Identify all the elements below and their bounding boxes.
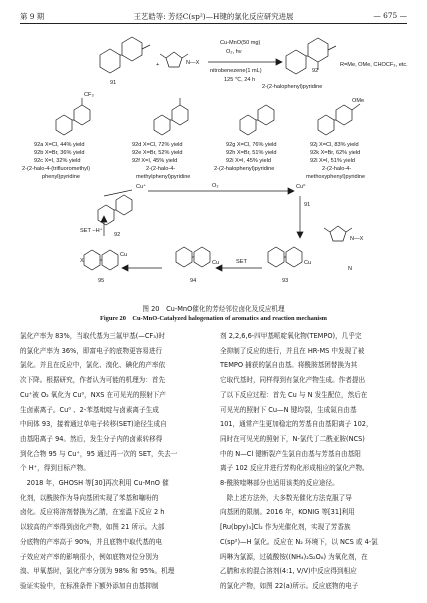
svg-text:92k X=Br, 62% yield: 92k X=Br, 62% yield (310, 150, 361, 156)
body-column-left (20, 329, 207, 594)
substituent-ome: OMe (352, 98, 365, 104)
svg-text:92f X=I, 45% yield: 92f X=I, 45% yield (132, 158, 178, 164)
substrate-group-2 (154, 98, 188, 135)
reagent-conditions: O₂, hν (226, 49, 242, 55)
body-text-line: 除上述方法外，大多数光催化方法克服了导 (220, 493, 352, 502)
cycle-x-95: X (80, 258, 84, 264)
body-text-line: 溴、甲氧基时，氯化产率分别为 98% 和 95%。机理 (20, 567, 175, 576)
svg-text:92g X=Cl, 76% yield: 92g X=Cl, 76% yield (226, 142, 277, 148)
body-text-line: 同时在可见光的照射下，N-氯代丁二酰亚胺(NCS) (220, 434, 365, 443)
svg-text:2-(2-halo-4-: 2-(2-halo-4- (322, 166, 352, 172)
body-text-line: [Ru(bpy)₃]Cl₂ 作为光催化剂，实现了芳香族 (220, 523, 351, 532)
cycle-cu-a: Cu (120, 252, 128, 258)
yield-group-1 (22, 142, 90, 180)
cycle-label-92: 92 (114, 232, 121, 238)
reagent-temperature: 125 ℃, 24 h (224, 77, 256, 83)
body-text-line: 分底物的产率高于 90%，并且底物中取代基的电 (20, 537, 163, 546)
svg-text:methoxyphenyl)pyridine: methoxyphenyl)pyridine (306, 174, 366, 180)
body-text-line: TEMPO 捕获的氯自由基。将酰胺基团替换为其 (220, 361, 358, 370)
yield-group-2 (132, 142, 190, 180)
cycle-label-94: 94 (190, 278, 197, 284)
svg-text:2-(2-halo-4-(trifluoromethyl): 2-(2-halo-4-(trifluoromethyl) (22, 166, 91, 172)
body-text-line: Cu⁺被 O₂ 氧化为 Cu⁰，NXS 在可见光的照射下产 (20, 390, 166, 399)
body-text-line: 它取代基时，同样得到有氯化产物生成。作者提出 (220, 376, 366, 385)
product-name: 2-(2-halophenyl)pyridine (262, 84, 323, 90)
product-92-structure (286, 38, 336, 74)
intermediate-94-structure (176, 247, 210, 267)
cycle-n-radical: N (348, 266, 353, 272)
yield-group-4 (306, 142, 365, 180)
svg-text:92h X=Br, 51% yield: 92h X=Br, 51% yield (226, 150, 277, 156)
body-text-line: C(sp²)—H 氯化。反应在 N₂ 环境下，以 NCS 或 4-氯 (220, 537, 378, 546)
body-text-line: 子效应对产率的影响很小，例如底物对位分别为 (20, 552, 159, 561)
succinimide-cycle-structure (324, 226, 352, 241)
phenylpyridine-91-structure (100, 37, 150, 73)
cycle-label-95: 95 (98, 278, 105, 284)
svg-text:92e X=Br, 52% yield: 92e X=Br, 52% yield (132, 150, 183, 156)
svg-text:92b X=Br, 36% yield: 92b X=Br, 36% yield (34, 150, 85, 156)
plus-sign: + (156, 62, 160, 68)
body-text-line: 验证实验中，在标准条件下额外添加自由基抑制 (20, 581, 159, 590)
body-text-line: 化剂，以酰胺作为导向基团实现了苯基和噻吩的 (20, 493, 159, 502)
body-text-line: 个 H⁺，得到目标产物。 (20, 464, 90, 473)
body-text-line: 2018 年，GHOSH 等[30]再次利用 Cu-MnO 催 (20, 479, 169, 488)
label-92: 92 (312, 68, 319, 74)
body-text-line: 以较高的产率得到卤化产物，如图 21 所示。大部 (20, 523, 165, 532)
reaction-scheme (0, 0, 427, 300)
body-text-line: 8-酰胺喹啉部分也适用该类的反应途径。 (220, 479, 339, 488)
substrate-group-1 (56, 98, 90, 135)
cycle-nx: N—X (350, 236, 364, 242)
figure-caption-chinese: 图 20 Cu-MnO催化的芳烃邻位卤化及反应机理 (142, 305, 285, 313)
body-text-line: 离子 102 反应并进行芳构化形成相应的氯化产物。 (220, 464, 369, 473)
yield-group-3 (214, 142, 277, 172)
body-text-line: 乙腈和水的混合溶剂(4:1, V/V)中反应得到相应 (220, 567, 357, 576)
body-text-line: 了以下反应过程：首先 Cu 与 N 发生配位，然后在 (220, 390, 368, 399)
svg-text:2-(2-halo-4-: 2-(2-halo-4- (146, 166, 176, 172)
body-text-line: 卤化。反应将溶剂替换为乙腈，在室温下反应 2 h (20, 508, 165, 517)
intermediate-93-structure (268, 247, 302, 267)
svg-text:phenyl)pyridine: phenyl)pyridine (42, 174, 80, 180)
svg-text:92l X=I, 51% yield: 92l X=I, 51% yield (310, 158, 355, 164)
body-text-line: 的氯化产率为 36%，即富电子的底物更容易进行 (20, 346, 163, 355)
body-text-line: 氯化产率为 83%，当取代基为三氟甲基(—CF₃)时 (20, 332, 166, 340)
body-text-line: 生卤素离子。Cu⁰ 、2-苯基吡啶与卤素离子生成 (20, 405, 159, 414)
substituent-cf3: CF₃ (84, 92, 94, 98)
body-text-line: 吗啉为氯源，过硫酸铵((NH₄)₂S₂O₈) 为氧化剂，在 (220, 552, 368, 561)
body-text-line: 101，通常产生更加稳定的芳基自由基阳离子 102， (220, 420, 373, 429)
reagent-solvent: nitrobenezene(1 mL) (210, 68, 262, 74)
cycle-label-91: 91 (304, 202, 311, 208)
svg-text:methylphenyl)pyridine: methylphenyl)pyridine (136, 174, 191, 180)
body-text-line: 剂 2,2,6,6-四甲基哌啶氧化物(TEMPO)，几乎完 (220, 332, 362, 340)
body-column-right (220, 329, 407, 594)
svg-text:2-(2-halophenyl)pyridine: 2-(2-halophenyl)pyridine (214, 166, 275, 172)
n-halosuccinimide-structure (160, 52, 188, 67)
svg-text:92d X=Cl, 72% yield: 92d X=Cl, 72% yield (132, 142, 183, 148)
body-text-line: 的氯化产物，如图 22(a)所示。反应底物的电子 (220, 581, 359, 590)
body-text-line: 中的 N—Cl 键断裂产生氯自由基与芳基自由基阳 (220, 449, 361, 458)
svg-text:92j X=Cl, 83% yield: 92j X=Cl, 83% yield (310, 142, 359, 148)
page-number: — 675 — (373, 11, 407, 20)
body-text-line: 中间体 93，接着通过单电子转移(SET)途径生成自 (20, 420, 167, 429)
body-text-line: 可见光的照射下 Cu—N 键均裂，生成氮自由基 (220, 405, 357, 414)
cycle-label-93: 93 (282, 278, 289, 284)
cycle-cu-94: Cu (212, 260, 220, 266)
label-91: 91 (110, 80, 117, 86)
cycle-set-h: SET −H⁺ (80, 228, 103, 234)
svg-text:92a X=Cl, 44% yield: 92a X=Cl, 44% yield (34, 142, 85, 148)
cycle-cu-zero: Cu⁰ (296, 184, 306, 190)
figure-caption-english: Figure 20 Cu-MnO-Catalyzed halogenation of aromatics and reaction mechanism (99, 315, 328, 322)
body-text-line: 向基团的限制。2016 年，KONIG 等[31]利用 (220, 508, 355, 517)
reagent-catalyst: Cu-MnO(50 mg) (220, 40, 261, 46)
svg-text:92i X=I, 45% yield: 92i X=I, 45% yield (226, 158, 271, 164)
intermediate-95-structure (84, 250, 118, 270)
reaction-arrow (208, 59, 282, 65)
svg-text:92c X=I, 32% yield: 92c X=I, 32% yield (34, 158, 81, 164)
body-text-line: 全抑制了反应的进行，并且在 HR-MS 中发现了被 (220, 346, 365, 355)
substrate-group-3 (240, 105, 274, 135)
cycle-cu-93: Cu (304, 260, 312, 266)
body-text-line: 到化合物 95 与 Cu⁺，95 通过再一次的 SET，失去一 (20, 449, 178, 458)
cycle-o2: O₂ (212, 183, 219, 189)
issue-number: 第 9 期 (20, 12, 45, 21)
catalytic-cycle-arrows (101, 188, 303, 271)
body-text-line: 次下降。根据研究，作者认为可能的机理为：首先 (20, 376, 166, 385)
running-title: 王艺皓等: 芳烃C(sp²)—H键的氯化反应研究进展 (133, 12, 294, 21)
cycle-cu-plus: Cu⁺ (136, 184, 147, 190)
cycle-set: SET (236, 259, 247, 265)
nx-label: N—X (186, 60, 200, 66)
substrate-group-4 (318, 104, 360, 135)
body-text-line: 由基阳离子 94。然后，发生分子内的卤素转移得 (20, 434, 163, 443)
body-text-line: 氯化。并且在反应中，氯化、溴化、碘化的产率依 (20, 361, 166, 370)
substituent-r: R=Me, OMe, CHOCF₃, etc. (340, 62, 408, 68)
